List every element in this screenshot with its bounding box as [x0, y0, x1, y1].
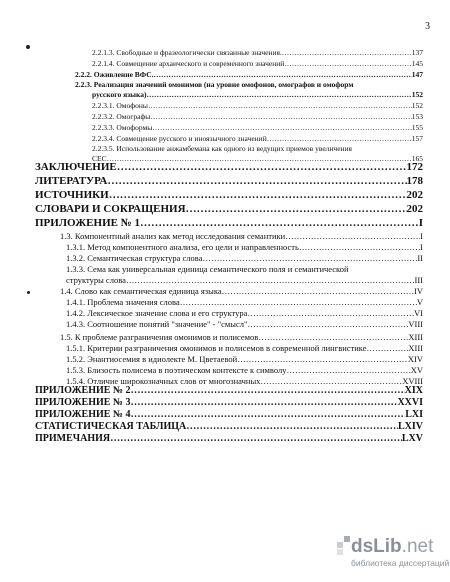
toc-entry: 1.5.1. Критерии разграничения омонимов и полисемов в современной лингвистике …………………………………………………………………………………………………………………………………………………………………………………………………… XIII [66, 344, 423, 353]
toc-entry-line: 2.2.3. Реализация значений омонимов (на уровне омофонов, омографов и омоформ [75, 80, 354, 89]
toc-entry: ЛИТЕРАТУРА …………………………………………………………………………………………………………………………………………………………………………………………………… 178 [35, 176, 423, 187]
logo-square-icon [337, 542, 343, 548]
toc-entry: структуры слова …………………………………………………………………………………………………………………………………………………………………………………………………… III [66, 276, 423, 285]
toc-entry: 1.5. К проблеме разграничения омонимов и полисемов …………………………………………………………………………………………………………………………………………………………………………………………………… XIII [60, 333, 423, 342]
toc-entry: СТАТИСТИЧЕСКАЯ ТАБЛИЦА …………………………………………………………………………………………………………………………………………………………………………………………………… LXIV [35, 422, 423, 432]
toc-entry: 1.5.4. Отличие широкозначных слов от многозначных …………………………………………………………………………………………………………………………………………………………………………………………………… XVIII [66, 377, 423, 386]
toc-entry: 1.5.3. Близость полисема в поэтическом контексте к символу …………………………………………………………………………………………………………………………………………………………………………………………………… XV [66, 366, 423, 375]
toc-entry: 2.2.1.3. Свободные и фразеологически связанные значения. …………………………………………………………………………………………………………………………………………………………………………………………………… 137 [92, 49, 423, 57]
toc-entry: ЗАКЛЮЧЕНИЕ …………………………………………………………………………………………………………………………………………………………………………………………………… 172 [35, 162, 423, 173]
toc-entry: ПРИЛОЖЕНИЕ № 3 …………………………………………………………………………………………………………………………………………………………………………………………………… XXVI [35, 398, 423, 408]
toc-entry: 1.4.1. Проблема значения слова …………………………………………………………………………………………………………………………………………………………………………………………………… V [66, 298, 423, 307]
logo-square-icon [344, 536, 350, 542]
toc-entry: 1.3.2. Семантическая структура слова …………………………………………………………………………………………………………………………………………………………………………………………………… II [66, 254, 423, 263]
toc-entry: 2.2.1.4. Совмещение архаического и современного значений …………………………………………………………………………………………………………………………………………………………………………………………………… 145 [92, 60, 423, 68]
toc-entry: 1.3.1. Метод компонентного анализа, его цели и направленность …………………………………………………………………………………………………………………………………………………………………………………………………… I [66, 243, 423, 252]
toc-entry-line: 2.2.3.5. Использование анжамбемана как одного из ведущих приемов увеличения [92, 144, 352, 153]
toc-entry: 1.4.3. Соотношение понятий "значение" - "смысл" …………………………………………………………………………………………………………………………………………………………………………………………………… VIII [66, 320, 423, 329]
toc-entry: 2.2.3.1. Омофоны …………………………………………………………………………………………………………………………………………………………………………………………………… 152 [92, 102, 423, 110]
page-number: 3 [425, 21, 430, 32]
toc-entry: ПРИЛОЖЕНИЕ № 4 …………………………………………………………………………………………………………………………………………………………………………………………………… LXI [35, 410, 423, 420]
toc-entry: СЛОВАРИ И СОКРАЩЕНИЯ …………………………………………………………………………………………………………………………………………………………………………………………………… 202 [35, 204, 423, 215]
toc-entry: ИСТОЧНИКИ …………………………………………………………………………………………………………………………………………………………………………………………………… 202 [35, 190, 423, 201]
toc-entry: ПРИЛОЖЕНИЕ № 1 …………………………………………………………………………………………………………………………………………………………………………………………………… I [35, 218, 423, 229]
logo-square-icon [337, 549, 343, 555]
toc-entry: ПРИЛОЖЕНИЕ № 2 …………………………………………………………………………………………………………………………………………………………………………………………………… XIX [35, 386, 423, 396]
toc-entry: 2.2.2. Оживление ВФС. …………………………………………………………………………………………………………………………………………………………………………………………………… 147 [75, 71, 423, 79]
toc-entry: 2.2.3.3. Омоформы …………………………………………………………………………………………………………………………………………………………………………………………………… 155 [92, 124, 423, 132]
toc-entry: 1.3. Компонентный анализ как метод исследования семантики …………………………………………………………………………………………………………………………………………………………………………………………………… I [60, 232, 423, 241]
toc-entry-line: 1.3.3. Сема как универсальная единица семантического поля и семантической [66, 264, 349, 274]
dslib-watermark-logo [337, 536, 450, 570]
toc-entry: 2.2.3.4. Совмещение русского и иноязычного значений …………………………………………………………………………………………………………………………………………………………………………………………………… 157 [92, 135, 423, 143]
logo-brand: dsLib.net [351, 536, 434, 557]
logo-tagline: библиотека диссертаций [351, 558, 450, 568]
toc-entry: СЕС …………………………………………………………………………………………………………………………………………………………………………………………………… 165 [92, 155, 423, 163]
toc-entry: 1.4.2. Лексическое значение слова и его структура …………………………………………………………………………………………………………………………………………………………………………………………………… VI [66, 309, 423, 318]
toc-entry: 1.4. Слово как семантическая единица языка …………………………………………………………………………………………………………………………………………………………………………………………………… IV [60, 287, 423, 296]
toc-entry: 2.2.3.2. Омографы …………………………………………………………………………………………………………………………………………………………………………………………………… 153 [92, 113, 423, 121]
toc-entry: русского языка) …………………………………………………………………………………………………………………………………………………………………………………………………… 152 [92, 91, 423, 99]
toc-entry: 1.5.2. Энантиосемия в идиолекте М. Цветаевой …………………………………………………………………………………………………………………………………………………………………………………………………… XIV [66, 355, 423, 364]
toc-entry: ПРИМЕЧАНИЯ …………………………………………………………………………………………………………………………………………………………………………………………………… LXV [35, 434, 423, 444]
